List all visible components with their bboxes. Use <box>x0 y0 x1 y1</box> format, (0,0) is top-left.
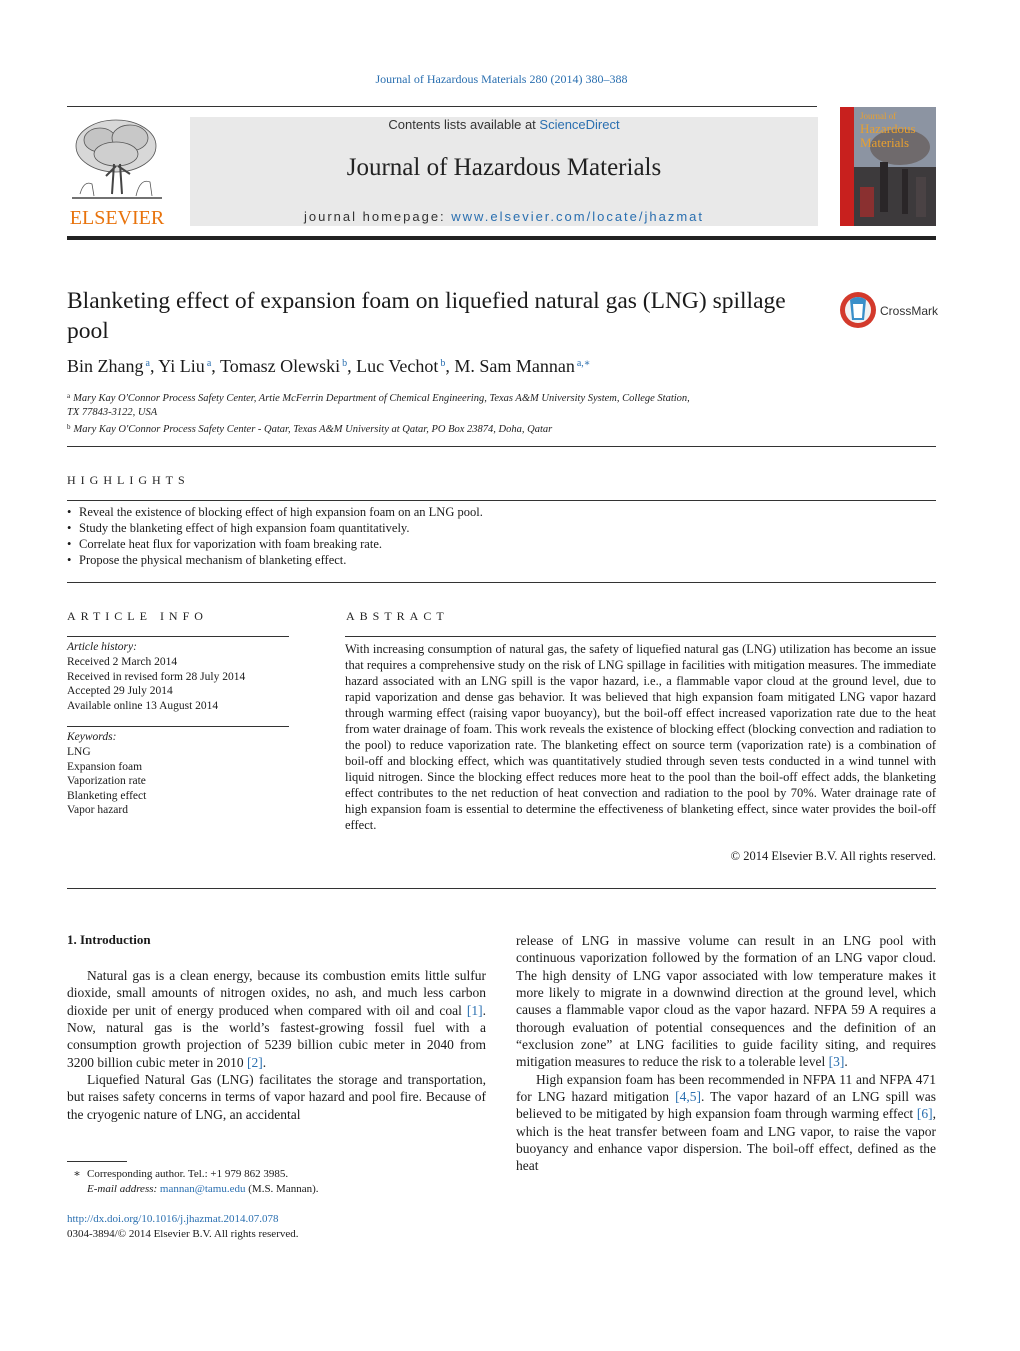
citation-link[interactable]: [6] <box>916 1106 933 1122</box>
history-label: Article history: <box>67 641 137 653</box>
body-text: Natural gas is a clean energy, because its combustion emits little sulfur dioxide, small amounts of nitrogen oxides, no ash, and much less carbon dioxide per unit of energy produced when compared with oil and coal <box>67 968 486 1018</box>
homepage-link[interactable]: www.elsevier.com/locate/jhazmat <box>451 209 705 224</box>
homepage-label: journal homepage: <box>303 209 452 224</box>
author-name[interactable]: M. Sam Mannan <box>454 356 575 376</box>
issn-line: 0304-3894/© 2014 Elsevier B.V. All rights reserved. <box>67 1228 299 1240</box>
body-text: . Now, natural gas is the world’s fastest-growing fossil fuel with a consumption growth projection of 5239 billion cubic meter in 2040 from 3200 billion cubic meter in 2010 <box>67 1002 486 1070</box>
affiliation-text: Mary Kay O'Connor Process Safety Center - Qatar, Texas A&M University at Qatar, PO Box 23874, Doha, Qatar <box>73 424 553 435</box>
author-name[interactable]: Yi Liu <box>158 356 205 376</box>
abstract-rule <box>345 636 936 637</box>
affiliation-b <box>67 420 787 437</box>
header-rule <box>67 106 817 107</box>
corresponding-mark: ∗ <box>73 1168 81 1180</box>
journal-reference[interactable]: Journal of Hazardous Materials 280 (2014) 380–388 <box>375 72 628 86</box>
keyword: LNG <box>67 746 91 758</box>
crossmark-icon <box>838 290 938 330</box>
elsevier-logo[interactable] <box>66 114 168 228</box>
journal-name: Journal of Hazardous Materials <box>346 154 662 181</box>
author-affiliation-mark[interactable]: b <box>440 358 446 369</box>
body-text: . <box>844 1054 848 1070</box>
elsevier-tree-icon <box>66 114 168 228</box>
keywords-label: Keywords: <box>67 731 117 743</box>
history-item: Received 2 March 2014 <box>67 656 178 668</box>
cover-title-line1: Journal of <box>860 111 897 121</box>
highlights-heading: HIGHLIGHTS <box>67 473 190 487</box>
crossmark-badge[interactable] <box>838 290 938 330</box>
history-item: Available online 13 August 2014 <box>67 699 219 712</box>
abstract-heading: ABSTRACT <box>346 609 449 623</box>
affiliations <box>67 389 787 437</box>
email-suffix: (M.S. Mannan). <box>245 1183 319 1195</box>
author-affiliation-mark[interactable]: a,∗ <box>576 358 591 369</box>
email-link[interactable]: mannan@tamu.edu <box>159 1183 246 1195</box>
email-label: E-mail address: <box>87 1183 160 1195</box>
crossmark-label: CrossMark <box>880 304 938 318</box>
author-name[interactable]: Tomasz Olewski <box>219 356 341 376</box>
article-title: Blanketing effect of expansion foam on liquefied natural gas (LNG) spillage pool <box>67 288 786 344</box>
contents-line <box>190 117 818 132</box>
affiliation-text: Mary Kay O'Connor Process Safety Center, Artie McFerrin Department of Chemical Engineering, Texas A&M University System, College Station, <box>73 393 690 404</box>
highlight-item: • Correlate heat flux for vaporization with foam breaking rate. <box>67 536 927 552</box>
cover-title-line3: Materials <box>860 135 910 150</box>
affiliation-a-cont: TX 77843-3122, USA <box>67 407 158 418</box>
body-text: , which is the heat transfer between foam and LNG vapor, to raise the vapor buoyancy and enhance vapor dispersion. The boil-off effect, defined as the heat <box>516 1106 936 1174</box>
journal-cover-image <box>840 107 936 226</box>
article-info-rule <box>67 636 289 637</box>
abstract-text: With increasing consumption of natural gas, the safety of liquefied natural gas (LNG) utilization has become an issue that requires a comprehensive study on the risk of LNG spillage in facilities with mitigation measures. The immediate hazard associated with an LNG spill is the vapor hazard, i.e., a flammable vapor cloud at the ground level, due to rapid vaporization and dense gas behavior. It was believed that high expansion foam mitigated LNG vapor hazard through warming effect (raising vapor buoyancy), but the boil-off effect increased vaporization rate due to the heat from water drainage of foam. This work reveals the existence of blocking effect (blocking convection and radiation to the pool) to reduce vaporization rate. The blanketing effect on source term (vaporization rate) is a combination of boil-off and blocking effect, which was quantitatively studied through seven tests conducted in a wind tunnel with liquid nitrogen. Since the blocking effect reduces more heat to the pool than the boil-off effect adds, the blanketing effect contributes to the net reduction of heat convection and radiation to the pool by 70%. Water drainage rate of high expansion foam is essential to determine the effectiveness of blanketing effect, since water provides the boil-off effect. <box>345 642 936 832</box>
author-name[interactable]: Bin Zhang <box>67 356 144 376</box>
contents-prefix: Contents lists available at <box>388 117 540 132</box>
cover-title-line2: Hazardous <box>860 121 916 136</box>
keyword: Vapor hazard <box>67 804 128 816</box>
highlight-item: • Propose the physical mechanism of blanketing effect. <box>67 552 927 568</box>
footnotes <box>67 1167 487 1197</box>
author-affiliation-mark[interactable]: a <box>206 358 212 369</box>
highlights-list <box>67 504 927 568</box>
body-paragraph <box>516 932 936 1071</box>
sciencedirect-link[interactable]: ScienceDirect <box>539 117 620 132</box>
citation-link[interactable]: [4,5] <box>675 1089 701 1105</box>
body-text: release of LNG in massive volume can result in an LNG pool with continuous vaporization followed by the formation of an LNG vapor cloud. The high density of LNG vapor associated with low temperature makes it more likely to migrate in a downwind direction at the ground level, which causes a flammable vapor cloud as the vapor hazard. NFPA 59 A requires a thorough evaluation of potential consequences and the definition of an “exclusion zone” at LNG facilities to guide facility siting, and requires mitigation measures to reduce the risk to a tolerable level <box>516 933 936 1070</box>
affiliation-mark: a <box>67 392 71 400</box>
history-list <box>67 655 289 713</box>
section-divider <box>67 446 936 447</box>
elsevier-wordmark: ELSEVIER <box>69 207 165 228</box>
author-affiliation-mark[interactable]: b <box>342 358 348 369</box>
section-divider <box>67 582 936 583</box>
keywords-list <box>67 745 289 818</box>
section-divider <box>67 888 936 889</box>
body-right-column <box>516 932 936 1175</box>
body-paragraph <box>516 1071 936 1175</box>
article-info-heading: ARTICLE INFO <box>67 609 208 623</box>
affiliation-mark: b <box>67 423 71 431</box>
abstract-copyright: © 2014 Elsevier B.V. All rights reserved. <box>730 849 936 863</box>
body-text: High expansion foam has been recommended in NFPA 11 and NFPA 471 for LNG hazard mitigation <box>516 1071 936 1105</box>
email-note <box>67 1182 487 1197</box>
journal-cover[interactable] <box>840 107 936 226</box>
keyword: Blanketing effect <box>67 789 147 802</box>
highlights-rule <box>67 500 936 501</box>
corresponding-author-note <box>67 1167 487 1182</box>
highlight-item: • Study the blanketing effect of high expansion foam quantitatively. <box>67 520 927 536</box>
body-paragraph: Liquefied Natural Gas (LNG) facilitates the storage and transportation, but raises safety concerns in terms of vapor hazard and pool fire. Because of the cryogenic nature of LNG, an accidental <box>67 1072 486 1122</box>
citation-link[interactable]: [2] <box>246 1054 263 1070</box>
doi-block <box>67 1212 299 1242</box>
keywords-rule <box>67 726 289 727</box>
history-item: Accepted 29 July 2014 <box>67 685 173 697</box>
footnote-rule <box>67 1161 127 1162</box>
highlight-item: • Reveal the existence of blocking effect of high expansion foam on an LNG pool. <box>67 504 927 520</box>
body-text: . The vapor hazard of an LNG spill was believed to be mitigated by high expansion foam through warming effect <box>516 1089 936 1122</box>
history-item: Received in revised form 28 July 2014 <box>67 670 246 683</box>
keyword: Expansion foam <box>67 760 143 773</box>
author-affiliation-mark[interactable]: a <box>145 358 150 369</box>
homepage-line <box>190 209 818 224</box>
section-heading: 1. Introduction <box>67 932 151 947</box>
affiliation-a <box>67 389 787 406</box>
author-list: Bin Zhang $^a$, Yi Liu $^a$, Tomasz Olewski $^b$, Luc Vechot $^b$, M. Sam Mannan $^{a,∗}$ <box>67 356 591 376</box>
body-paragraph <box>67 967 486 1071</box>
author-name[interactable]: Luc Vechot <box>356 356 439 376</box>
doi-link[interactable]: http://dx.doi.org/10.1016/j.jhazmat.2014.07.078 <box>67 1213 279 1225</box>
header-thick-rule <box>67 236 936 240</box>
citation-link[interactable]: [1] <box>466 1002 483 1018</box>
keyword: Vaporization rate <box>67 775 146 787</box>
body-left-column <box>67 967 486 1123</box>
body-text: . <box>262 1054 267 1070</box>
citation-link[interactable]: [3] <box>828 1054 845 1070</box>
corresponding-text: Corresponding author. Tel.: +1 979 862 3985. <box>87 1168 289 1180</box>
